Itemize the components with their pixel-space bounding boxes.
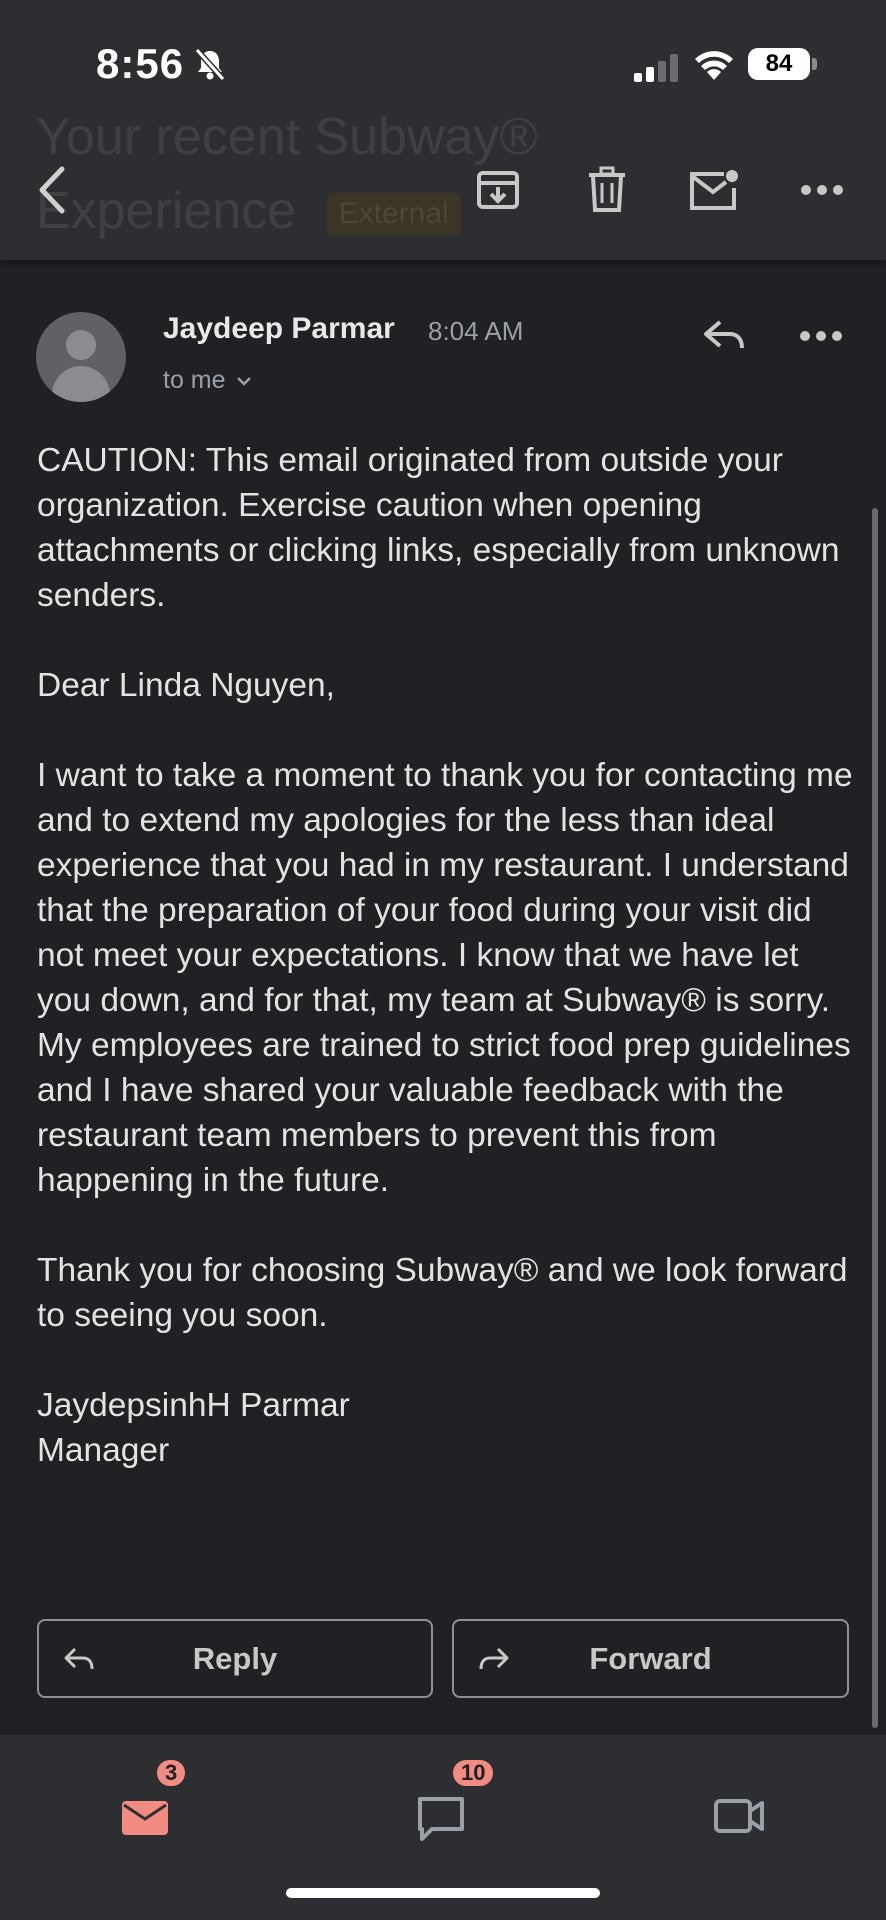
avatar-head bbox=[66, 330, 96, 360]
mark-unread-icon bbox=[688, 168, 740, 212]
chevron-down-icon bbox=[236, 375, 252, 387]
archive-icon bbox=[475, 167, 521, 213]
battery-cap bbox=[812, 58, 817, 70]
top-app-bar bbox=[0, 0, 886, 260]
signature-title: Manager bbox=[37, 1432, 170, 1469]
video-camera-icon bbox=[708, 1785, 768, 1845]
forward-button[interactable] bbox=[452, 1619, 849, 1698]
scrollbar[interactable] bbox=[872, 508, 878, 1728]
recipient-label: to me bbox=[163, 366, 226, 394]
reply-icon[interactable] bbox=[700, 312, 748, 360]
avatar-body bbox=[52, 366, 110, 402]
subject-line1: Your recent Subway® bbox=[36, 108, 538, 166]
signature-name: JaydepsinhH Parmar bbox=[37, 1387, 350, 1424]
mark-unread-button[interactable] bbox=[684, 160, 744, 220]
greeting: Dear Linda Nguyen, bbox=[37, 667, 335, 704]
signal-icon bbox=[634, 54, 680, 82]
archive-button[interactable] bbox=[468, 160, 528, 220]
caution-notice: CAUTION: This email originated from outside your organization. Exercise caution when opening attachments or clicking links, especially from unknown senders. bbox=[37, 442, 840, 614]
body-paragraph-2: Thank you for choosing Subway® and we look forward to seeing you soon. bbox=[37, 1252, 848, 1334]
reply-arrow-icon bbox=[61, 1641, 97, 1677]
status-bar bbox=[0, 0, 886, 110]
reply-button[interactable] bbox=[37, 1619, 433, 1698]
sent-time: 8:04 AM bbox=[428, 316, 524, 346]
message-more-icon[interactable] bbox=[796, 314, 846, 358]
back-button[interactable] bbox=[22, 160, 82, 220]
nav-meet[interactable] bbox=[708, 1785, 778, 1855]
more-horizontal-icon bbox=[800, 184, 844, 196]
recipient-details-toggle[interactable] bbox=[163, 366, 252, 395]
email-body bbox=[37, 438, 857, 1473]
battery-indicator: 84 bbox=[748, 48, 810, 80]
subject-line2: Experience bbox=[36, 182, 297, 240]
chevron-left-icon bbox=[32, 165, 72, 215]
delete-button[interactable] bbox=[577, 160, 637, 220]
chat-icon bbox=[410, 1785, 470, 1845]
more-options-button[interactable] bbox=[792, 160, 852, 220]
trash-icon bbox=[585, 166, 629, 214]
bell-off-icon bbox=[192, 46, 228, 82]
mail-unread-badge: 3 bbox=[154, 1757, 188, 1789]
status-time: 8:56 bbox=[96, 40, 185, 87]
wifi-icon bbox=[694, 48, 734, 82]
mail-icon bbox=[114, 1785, 174, 1845]
sender-avatar[interactable] bbox=[36, 312, 126, 402]
nav-mail[interactable] bbox=[114, 1785, 184, 1855]
home-indicator[interactable] bbox=[286, 1888, 600, 1898]
external-badge: External bbox=[327, 193, 461, 235]
nav-chat[interactable] bbox=[410, 1785, 480, 1855]
sender-name[interactable]: Jaydeep Parmar bbox=[163, 312, 395, 345]
body-paragraph-1: I want to take a moment to thank you for contacting me and to extend my apologies for the less than ideal experience that you had in my restaurant. I understand that the preparation of your food during your visit did not meet your expectations. I know that we have let you down, and for that, my team at Subway® is sorry. My employees are trained to strict food prep guidelines and I have shared your valuable feedback with the restaurant team members to prevent this from happening in the future. bbox=[37, 757, 853, 1199]
chat-unread-badge: 10 bbox=[450, 1757, 496, 1789]
forward-label: Forward bbox=[589, 1640, 712, 1676]
forward-arrow-icon bbox=[476, 1641, 512, 1677]
reply-label: Reply bbox=[192, 1640, 278, 1676]
